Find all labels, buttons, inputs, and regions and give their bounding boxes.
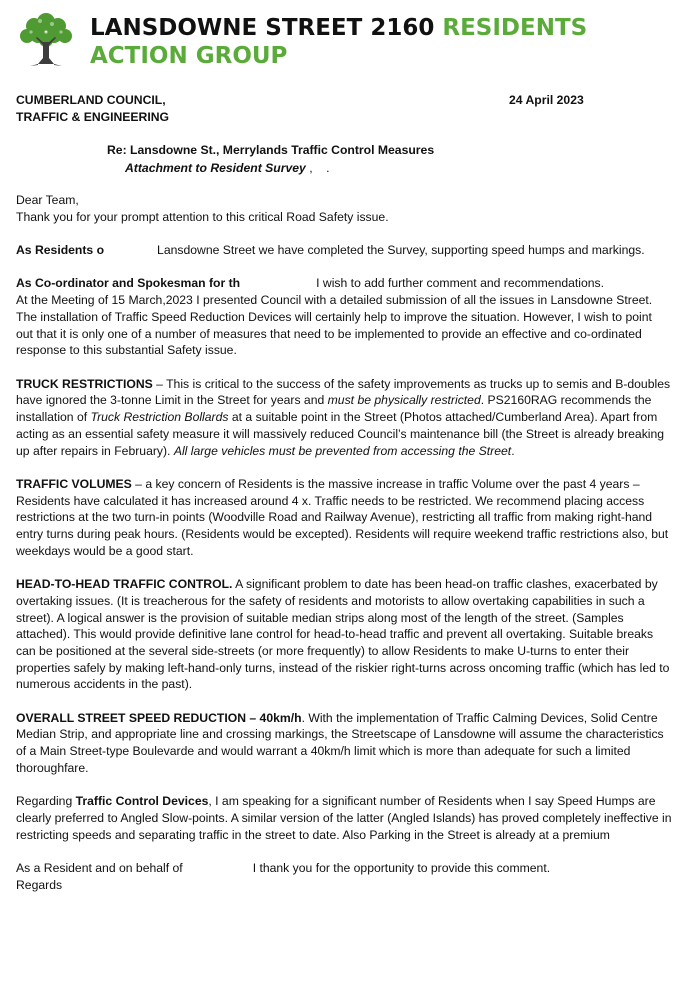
devices-pre: Regarding: [16, 794, 76, 809]
truck-emphasis-3: All large vehicles must be prevented from accessing the Street: [173, 443, 512, 458]
volumes-paragraph: [16, 476, 672, 560]
head-to-head-paragraph: [16, 576, 672, 693]
greeting: Dear Team,: [16, 193, 79, 207]
redacted-tail: , .: [309, 161, 330, 175]
head-to-head-heading: HEAD-TO-HEAD TRAFFIC CONTROL.: [16, 577, 233, 592]
subject-attachment: [107, 159, 434, 177]
organisation-title: [90, 14, 670, 70]
coordinator-paragraph: [16, 275, 672, 359]
closing-text: I thank you for the opportunity to provide this comment.: [252, 861, 551, 875]
speed-heading: OVERALL STREET SPEED REDUCTION – 40km/h: [16, 710, 302, 725]
letter-date: 24 April 2023: [509, 93, 584, 107]
truck-heading: TRUCK RESTRICTIONS: [16, 376, 153, 391]
subject-block: [107, 141, 434, 177]
residents-paragraph: [16, 242, 672, 259]
truck-text-4: .: [511, 443, 515, 458]
attachment-label: Attachment to Resident Survey: [125, 161, 306, 175]
org-name-green: RESIDENTS ACTION GROUP: [90, 15, 588, 69]
volumes-text: – a key concern of Residents is the massive increase in traffic Volume over the past 4 years – Residents have calculated it has increased around 4 x. Traffic needs to be restricted. We recommend placing access restrictions at the two turn-in points (Woodville Road and Railway Avenue), restricting all traffic from making right-hand entry turns during peak hours. (Residents would be excepted). Residents will require weekend traffic restrictions also, but weekdays would be a good start.: [16, 476, 669, 558]
residents-lead: As Residents o: [16, 243, 105, 258]
truck-text-2: . PS2160RAG recommends the installation of: [16, 393, 652, 425]
coordinator-text: I wish to add further comment and recommendations.: [316, 276, 605, 291]
coordinator-lead: As Co-ordinator and Spokesman for th: [16, 276, 241, 291]
closing-paragraph: [16, 860, 672, 893]
letter-body: [16, 192, 672, 893]
tree-logo-icon: [18, 10, 74, 68]
devices-text: , I am speaking for a significant number of Residents when I say Speed Humps are clearly preferred to Angled Slow-points. A similar version of the latter (Angled Islands) has proved completely ineffective in restricting speeds and separating traffic in the street to date. Also Parking in the Street is already at a premium: [16, 794, 672, 842]
thanks-line: Thank you for your prompt attention to this critical Road Safety issue.: [16, 209, 389, 224]
truck-emphasis-2: Truck Restriction Bollards: [90, 410, 229, 425]
recipient-line-2: TRAFFIC & ENGINEERING: [16, 110, 170, 124]
coordinator-para: At the Meeting of 15 March,2023 I presented Council with a detailed submission of all the issues in Lansdowne Street. The installation of Traffic Speed Reduction Devices will certainly help to improve the situation. However, I wish to point out that it is only one of a number of measures that need to be implemented to provide an effective and co-ordinated response to this substantial Safety issue.: [16, 293, 653, 358]
truck-text-3: at a suitable point in the Street (Photos attached/Cumberland Area). Apart from acting as an essential safety measure it will massively reduced Council’s maintenance bill (the Street is already breaking up after repairs in February).: [16, 410, 665, 458]
closing-regards: Regards: [16, 877, 63, 892]
recipient-line-1: CUMBERLAND COUNCIL,: [16, 93, 166, 107]
head-to-head-text: A significant problem to date has been head-on traffic clashes, exacerbated by overtaking issues. (It is treacherous for the safety of residents and motorists to allow overtaking capabilities in such a street). A logical answer is the provision of suitable median strips along most of the length of the street. (Samples attached). This would provide definitive lane control for head-to-head traffic and prevent all overtaking. Suitable breaks can be positioned at the several side-streets (or more frequently) to allow Residents to make U-turns to enter their properties safely by making left-hand-only turns, instead of the riskier right-turns across oncoming traffic (which has led to numerous accidents in the past).: [16, 577, 670, 692]
recipient-address: [16, 92, 169, 126]
subject-title: Re: Lansdowne St., Merrylands Traffic Control Measures: [107, 143, 435, 157]
truck-text-1: – This is critical to the success of the safety improvements as trucks up to semis and B-doubles have ignored the 3-tonne Limit in the Street for years and: [16, 376, 671, 408]
closing-lead: As a Resident and on behalf of: [16, 861, 183, 875]
org-name-black: LANSDOWNE STREET 2160: [90, 15, 443, 41]
volumes-heading: TRAFFIC VOLUMES: [16, 476, 132, 491]
truck-emphasis-1: must be physically restricted: [327, 393, 481, 408]
devices-paragraph: [16, 793, 672, 843]
speed-paragraph: [16, 710, 672, 777]
speed-text: . With the implementation of Traffic Calming Devices, Solid Centre Median Strip, and appropriate line and crossing markings, the Streetscape of Lansdowne will assume the characteristics of a Main Street-type Boulevarde and would warrant a 40km/h limit which is more than adequate for such a limited thoroughfare.: [16, 710, 664, 775]
devices-heading: Traffic Control Devices: [75, 794, 209, 809]
residents-text: Lansdowne Street we have completed the Survey, supporting speed humps and markings.: [157, 243, 645, 258]
truck-paragraph: [16, 376, 672, 460]
